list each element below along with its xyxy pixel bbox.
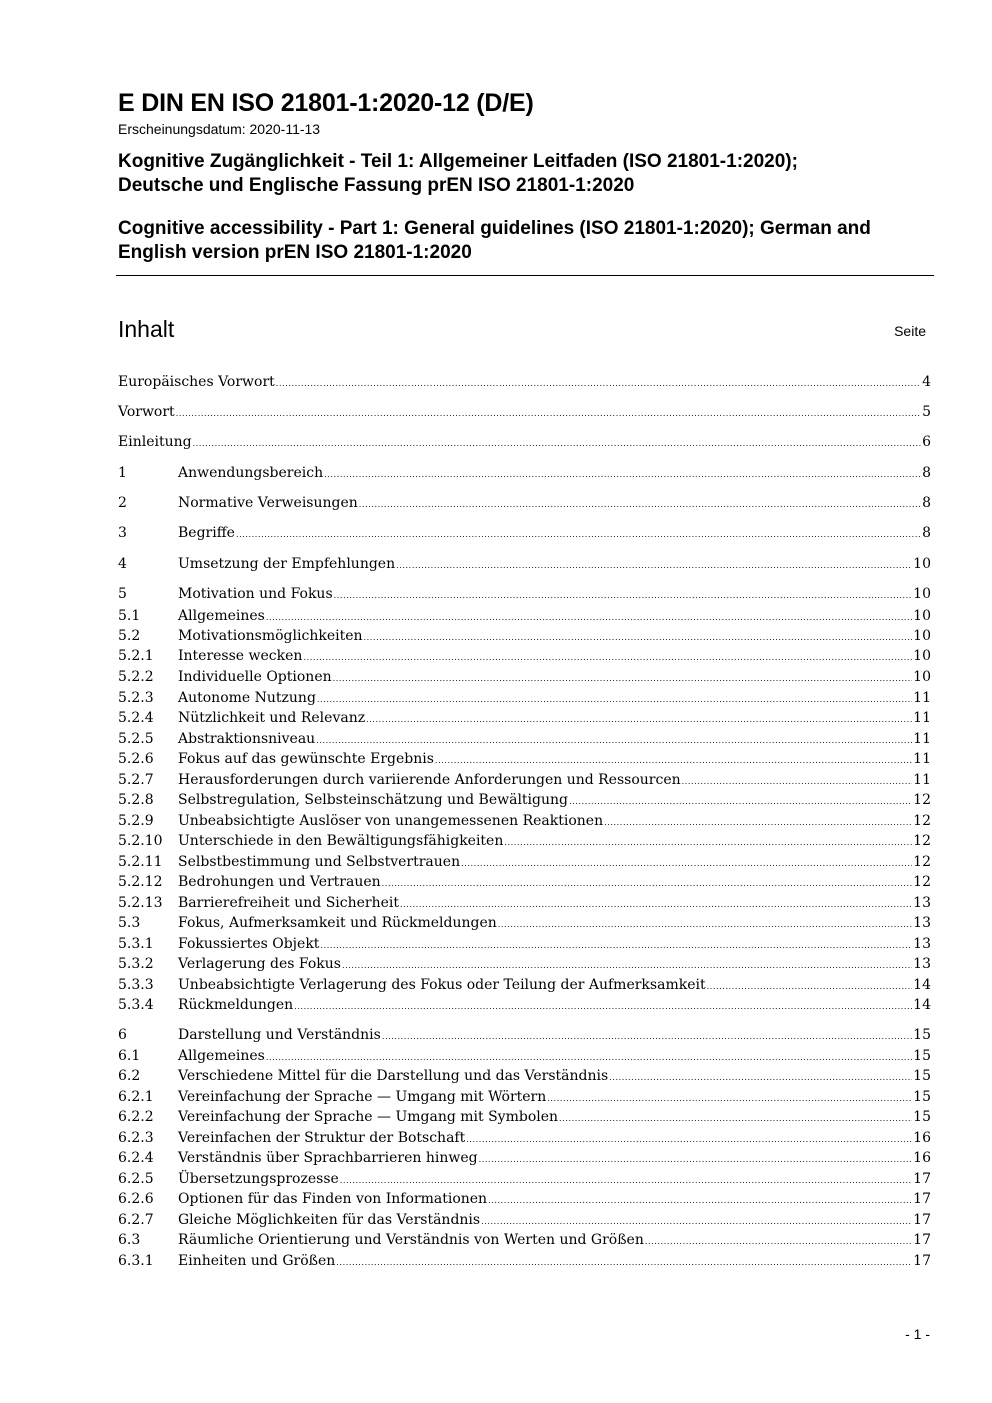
toc-entry-number: 6.2.1 (118, 1089, 154, 1105)
title-german-line-1: Kognitive Zugänglichkeit - Teil 1: Allgemeiner Leitfaden (ISO 21801-1:2020); (118, 151, 798, 172)
toc-entry[interactable] (118, 708, 931, 728)
toc-leader-dots (266, 1046, 912, 1068)
toc-leader-dots (479, 1148, 913, 1170)
toc-entry-page: 12 (913, 792, 931, 808)
toc-entry-page: 12 (913, 854, 931, 870)
toc-entry-page: 10 (913, 628, 931, 644)
toc-entry[interactable] (118, 790, 931, 810)
toc-entry-label: Nützlichkeit und Relevanz (178, 710, 366, 726)
toc-entry-page: 10 (913, 648, 931, 664)
toc-entry[interactable] (118, 729, 931, 749)
toc-entry-page: 11 (913, 690, 931, 706)
toc-page-label: Seite (894, 323, 926, 339)
toc-leader-dots (559, 1107, 912, 1129)
toc-entry-label: Vereinfachen der Struktur der Botschaft (178, 1130, 466, 1146)
toc-entry[interactable] (118, 1189, 931, 1209)
toc-leader-dots (396, 554, 912, 576)
toc-leader-dots (682, 770, 913, 792)
toc-entry-label: Allgemeines (178, 608, 265, 624)
toc-entry-label: Übersetzungsprozesse (178, 1171, 339, 1187)
toc-leader-dots (498, 913, 912, 935)
toc-entry[interactable] (118, 934, 931, 954)
toc-entry-number: 6 (118, 1027, 127, 1043)
toc-entry-page: 6 (922, 434, 931, 450)
toc-entry-label: Interesse wecken (178, 648, 303, 664)
toc-entry-page: 4 (922, 374, 931, 390)
toc-entry[interactable] (118, 749, 931, 769)
toc-entry-page: 15 (913, 1068, 931, 1084)
toc-entry-label: Europäisches Vorwort (118, 374, 275, 390)
toc-entry[interactable] (118, 646, 931, 666)
document-id: E DIN EN ISO 21801-1:2020-12 (D/E) (118, 89, 534, 117)
toc-entry-label: Verlagerung des Fokus (178, 956, 341, 972)
toc-leader-dots (317, 688, 912, 710)
toc-entry[interactable] (118, 667, 931, 687)
toc-entry-page: 15 (913, 1109, 931, 1125)
toc-entry-page: 17 (913, 1232, 931, 1248)
toc-leader-dots (366, 708, 912, 730)
toc-leader-dots (336, 1251, 912, 1273)
toc-entry[interactable] (118, 893, 931, 913)
toc-entry-label: Vereinfachung der Sprache — Umgang mit Wörtern (178, 1089, 547, 1105)
toc-entry-number: 5.3 (118, 915, 141, 931)
toc-entry-label: Herausforderungen durch variierende Anforderungen und Ressourcen (178, 772, 681, 788)
toc-entry[interactable] (118, 1025, 931, 1045)
toc-entry[interactable] (118, 1066, 931, 1086)
toc-entry-label: Abstraktionsniveau (178, 731, 316, 747)
toc-entry-label: Vereinfachung der Sprache — Umgang mit Symbolen (178, 1109, 559, 1125)
toc-entry[interactable] (118, 913, 931, 933)
toc-entry-number: 6.2 (118, 1068, 141, 1084)
publication-date: Erscheinungsdatum: 2020-11-13 (118, 121, 321, 137)
title-german-line-2: Deutsche und Englische Fassung prEN ISO 21801-1:2020 (118, 175, 635, 196)
title-english-line-2: English version prEN ISO 21801-1:2020 (118, 242, 472, 263)
toc-entry-number: 2 (118, 495, 127, 511)
toc-entry-number: 1 (118, 465, 127, 481)
toc-entry-label: Optionen für das Finden von Informationen (178, 1191, 488, 1207)
toc-entry-label: Motivation und Fokus (178, 586, 333, 602)
toc-entry-number: 5.2.2 (118, 669, 154, 685)
toc-entry-page: 17 (913, 1212, 931, 1228)
toc-entry-number: 5.2.7 (118, 772, 154, 788)
toc-entry-label: Gleiche Möglichkeiten für das Verständnis (178, 1212, 481, 1228)
toc-entry-label: Unterschiede in den Bewältigungsfähigkeiten (178, 833, 504, 849)
toc-entry-label: Fokus, Aufmerksamkeit und Rückmeldungen (178, 915, 497, 931)
toc-leader-dots (461, 852, 912, 874)
toc-entry[interactable] (118, 1251, 931, 1271)
toc-entry-number: 5.2.8 (118, 792, 154, 808)
toc-entry-label: Barrierefreiheit und Sicherheit (178, 895, 400, 911)
toc-entry[interactable] (118, 1087, 931, 1107)
toc-entry[interactable] (118, 954, 931, 974)
toc-leader-dots (707, 975, 913, 997)
toc-entry-number: 4 (118, 556, 127, 572)
toc-entry-page: 11 (913, 731, 931, 747)
toc-entry-label: Einleitung (118, 434, 192, 450)
toc-leader-dots (303, 646, 912, 668)
toc-entry-page: 8 (922, 465, 931, 481)
toc-entry[interactable] (118, 626, 931, 646)
toc-entry-page: 11 (913, 710, 931, 726)
toc-entry[interactable] (118, 1128, 931, 1148)
toc-entry-number: 5.2.9 (118, 813, 154, 829)
toc-leader-dots (504, 831, 912, 853)
page-number: - 1 - (905, 1326, 930, 1342)
toc-entry-label: Bedrohungen und Vertrauen (178, 874, 381, 890)
toc-entry[interactable] (118, 852, 931, 872)
toc-entry-label: Selbstbestimmung und Selbstvertrauen (178, 854, 461, 870)
toc-leader-dots (382, 1025, 912, 1047)
toc-leader-dots (320, 934, 912, 956)
toc-entry-number: 5.2.3 (118, 690, 154, 706)
toc-entry-number: 5.3.1 (118, 936, 154, 952)
toc-entry-label: Anwendungsbereich (178, 465, 324, 481)
toc-entry-number: 5.2.5 (118, 731, 154, 747)
toc-entry-label: Normative Verweisungen (178, 495, 358, 511)
toc-entry-number: 6.2.3 (118, 1130, 154, 1146)
toc-entry[interactable] (118, 554, 931, 574)
toc-entry-number: 6.2.2 (118, 1109, 154, 1125)
toc-entry[interactable] (118, 372, 931, 392)
toc-leader-dots (364, 626, 913, 648)
toc-entry-number: 5.3.3 (118, 977, 154, 993)
toc-entry-label: Fokussiertes Objekt (178, 936, 320, 952)
toc-entry[interactable] (118, 402, 931, 422)
toc-entry-page: 12 (913, 874, 931, 890)
toc-entry-number: 5.2.13 (118, 895, 163, 911)
toc-leader-dots (382, 872, 913, 894)
toc-entry[interactable] (118, 872, 931, 892)
toc-entry[interactable] (118, 770, 931, 790)
toc-entry-page: 12 (913, 833, 931, 849)
toc-leader-dots (400, 893, 912, 915)
toc-leader-dots (334, 584, 913, 606)
toc-leader-dots (466, 1128, 912, 1150)
toc-entry-number: 5.2 (118, 628, 141, 644)
toc-entry-label: Fokus auf das gewünschte Ergebnis (178, 751, 434, 767)
toc-entry-number: 6.2.7 (118, 1212, 154, 1228)
toc-entry-number: 6.3 (118, 1232, 141, 1248)
toc-leader-dots (488, 1189, 912, 1211)
toc-entry-page: 12 (913, 813, 931, 829)
toc-entry[interactable] (118, 1107, 931, 1127)
toc-leader-dots (193, 432, 922, 454)
toc-entry-page: 5 (922, 404, 931, 420)
toc-entry-label: Motivationsmöglichkeiten (178, 628, 363, 644)
toc-entry-page: 8 (922, 495, 931, 511)
toc-leader-dots (547, 1087, 912, 1109)
toc-leader-dots (645, 1230, 912, 1252)
toc-entry-label: Darstellung und Verständnis (178, 1027, 381, 1043)
toc-leader-dots (435, 749, 912, 771)
toc-entry[interactable] (118, 493, 931, 513)
toc-entry-page: 17 (913, 1191, 931, 1207)
toc-leader-dots (236, 523, 921, 545)
toc-leader-dots (176, 402, 921, 424)
toc-entry-page: 17 (913, 1171, 931, 1187)
toc-heading (118, 314, 926, 344)
toc-entry-page: 14 (913, 977, 931, 993)
toc-entry-page: 13 (913, 936, 931, 952)
toc-entry-label: Unbeabsichtigte Auslöser von unangemessenen Reaktionen (178, 813, 604, 829)
toc-entry-label: Allgemeines (178, 1048, 265, 1064)
toc-entry[interactable] (118, 1148, 931, 1168)
toc-entry-label: Räumliche Orientierung und Verständnis von Werten und Größen (178, 1232, 644, 1248)
toc-entry[interactable] (118, 432, 931, 452)
toc-leader-dots (266, 606, 912, 628)
toc-entry-page: 11 (913, 751, 931, 767)
toc-entry-page: 16 (913, 1130, 931, 1146)
title-english-line-1: Cognitive accessibility - Part 1: General guidelines (ISO 21801-1:2020); German and (118, 218, 871, 239)
toc-entry[interactable] (118, 811, 931, 831)
toc-entry-page: 14 (913, 997, 931, 1013)
toc-entry-page: 10 (913, 586, 931, 602)
toc-leader-dots (324, 463, 921, 485)
toc-entry-page: 13 (913, 956, 931, 972)
toc-entry-number: 5.3.2 (118, 956, 154, 972)
toc-entry-page: 10 (913, 608, 931, 624)
toc-entry-label: Vorwort (118, 404, 175, 420)
toc-entry-page: 13 (913, 915, 931, 931)
toc-entry-number: 6.1 (118, 1048, 141, 1064)
toc-entry-page: 17 (913, 1253, 931, 1269)
toc-entry[interactable] (118, 831, 931, 851)
toc-entry-number: 5.2.6 (118, 751, 154, 767)
toc-entry[interactable] (118, 523, 931, 543)
toc-entry-number: 5.2.1 (118, 648, 154, 664)
toc-leader-dots (604, 811, 912, 833)
toc-entry-label: Einheiten und Größen (178, 1253, 336, 1269)
toc-leader-dots (569, 790, 912, 812)
toc-leader-dots (276, 372, 921, 394)
toc-entry-number: 3 (118, 525, 127, 541)
toc-entry-number: 5.3.4 (118, 997, 154, 1013)
toc-leader-dots (340, 1169, 912, 1191)
toc-entry-label: Rückmeldungen (178, 997, 294, 1013)
toc-entry-number: 6.2.6 (118, 1191, 154, 1207)
toc-leader-dots (481, 1210, 912, 1232)
toc-entry-page: 15 (913, 1048, 931, 1064)
toc-entry-page: 13 (913, 895, 931, 911)
toc-entry-label: Verschiedene Mittel für die Darstellung und das Verständnis (178, 1068, 609, 1084)
toc-entry-label: Individuelle Optionen (178, 669, 332, 685)
toc-entry-number: 6.3.1 (118, 1253, 154, 1269)
toc-entry-label: Verständnis über Sprachbarrieren hinweg (178, 1150, 478, 1166)
toc-entry-number: 6.2.4 (118, 1150, 154, 1166)
toc-entry-page: 8 (922, 525, 931, 541)
toc-entry-number: 5.1 (118, 608, 141, 624)
toc-entry-page: 15 (913, 1089, 931, 1105)
toc-entry[interactable] (118, 688, 931, 708)
toc-entry-number: 5.2.12 (118, 874, 163, 890)
toc-leader-dots (316, 729, 912, 751)
toc-leader-dots (609, 1066, 912, 1088)
toc-entry[interactable] (118, 1210, 931, 1230)
toc-entry-page: 16 (913, 1150, 931, 1166)
toc-entry-page: 15 (913, 1027, 931, 1043)
toc-entry-page: 10 (913, 556, 931, 572)
toc-leader-dots (294, 995, 912, 1017)
toc-entry-page: 11 (913, 772, 931, 788)
toc-entry[interactable] (118, 995, 931, 1015)
toc-entry-number: 6.2.5 (118, 1171, 154, 1187)
toc-entry-label: Umsetzung der Empfehlungen (178, 556, 396, 572)
toc-entry-label: Unbeabsichtigte Verlagerung des Fokus oder Teilung der Aufmerksamkeit (178, 977, 706, 993)
toc-entry-number: 5.2.4 (118, 710, 154, 726)
toc-entry[interactable] (118, 1230, 931, 1250)
toc-title: Inhalt (118, 316, 175, 342)
toc-entry[interactable] (118, 606, 931, 626)
toc-entry-label: Begriffe (178, 525, 235, 541)
toc-entry-page: 10 (913, 669, 931, 685)
toc-entry-number: 5 (118, 586, 127, 602)
toc-leader-dots (333, 667, 913, 689)
toc-entry-label: Autonome Nutzung (178, 690, 316, 706)
toc-entry[interactable] (118, 463, 931, 483)
toc-entry[interactable] (118, 1046, 931, 1066)
toc-entry-number: 5.2.10 (118, 833, 163, 849)
toc-entry[interactable] (118, 1169, 931, 1189)
header-divider (116, 275, 934, 276)
toc-entry[interactable] (118, 975, 931, 995)
toc-entry-number: 5.2.11 (118, 854, 163, 870)
toc-leader-dots (342, 954, 912, 976)
toc-entry[interactable] (118, 584, 931, 604)
toc-entry-label: Selbstregulation, Selbsteinschätzung und Bewältigung (178, 792, 568, 808)
toc-leader-dots (359, 493, 921, 515)
document-header (118, 88, 934, 265)
